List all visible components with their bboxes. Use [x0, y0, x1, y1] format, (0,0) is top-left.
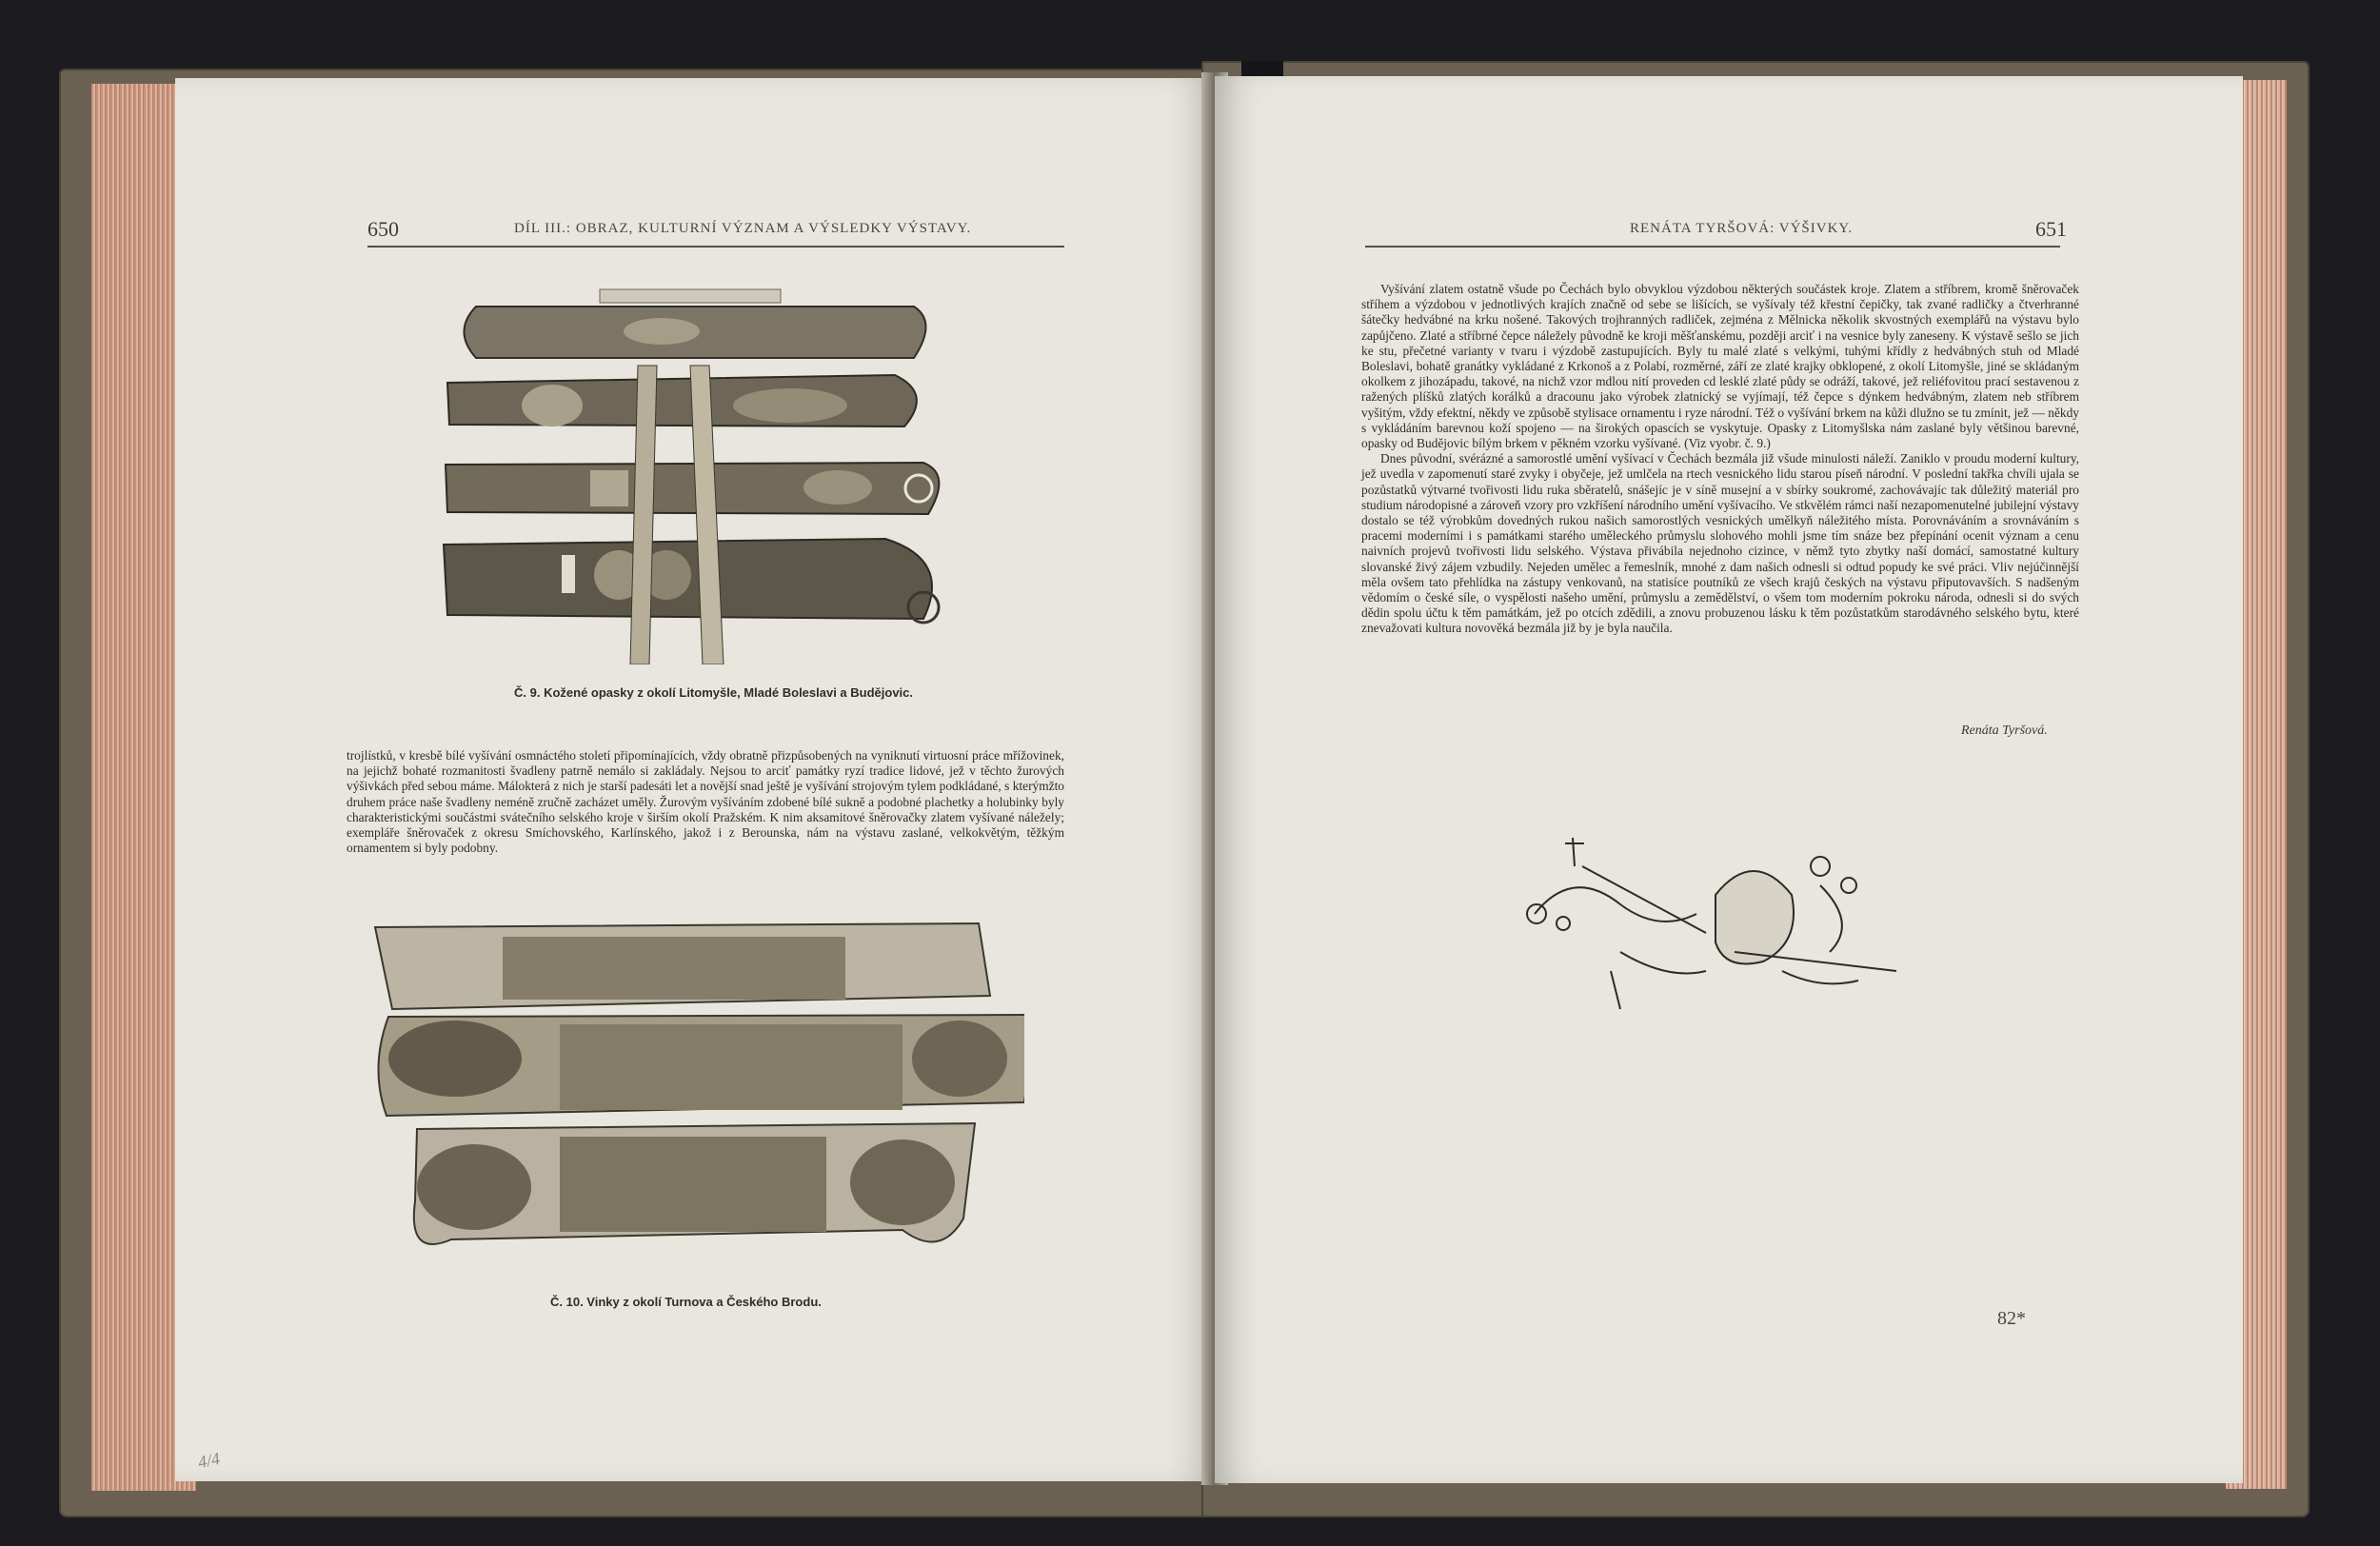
author-signature: Renáta Tyršová.	[1961, 723, 2048, 738]
right-paragraph-1: Vyšívání zlatem ostatně všude po Čechách bylo obvyklou výzdobou některých součástek kroje. Zlatem a stříbrem, kromě šněrovaček stříhem a výzdobou v jednotlivých krajích značně od sebe se lišících, se vyšívaly též křestní čepičky, tak zvané radličky a čtverhranné šátečky hedvábné na krku nošené. Takových trojhranných radliček, zejména z Mělnicka několik skvostných exemplářů na výstavu bylo zapůjčeno. Zlaté a stříbrné čepce náležely původně ke kroji měšťanskému, později arciť i na vesnice byly zaneseny. K výstavě sešlo se jich ke stu, přečetné varianty v tvaru i výzdobě zastupujících. Byly tu malé zlaté s velkými, tuhými křídly z hedvábných stuh od Mladé Boleslavi, bohatě granátky vykládané z Krkonoš a z Polabí, rozměrné, září ze zlaté krajky obklopené, z okolí Litomyšle, jiné se skládaným okolkem z jihozápadu, takové, na nichž vzor mdlou nití proveden cd lesklé zlaté půdy se odráží, takové, jež reliéfovitou prací sestavenou z ražených plíšků zlatých korálků a dracounu jako výrobek zlatnický se vyjímají, též čepce s dýnkem hedvábným, zlatem neb stříbrem vyšitým, vždy efektní, někdy ve způsobě stylisace ornamentu i ryze národní. Též o vyšívání brkem na kůži dlužno se tu zmínit, jež — někdy s vykládáním barevnou koží spojeno — na širokých opascích se vyskytuje. Opasky z Litomyšlska nám zaslané byly většinou barevné, opasky od Budějovic bílým brkem v pěkném vzorku vyšívané. (Viz vyobr. č. 9.)	[1361, 282, 2079, 451]
left-header-rule	[367, 246, 1064, 248]
right-body-text	[1361, 282, 2079, 637]
left-page-number: 650	[367, 217, 399, 241]
vignette-ornament	[1516, 828, 1915, 1019]
left-body-text	[347, 748, 1064, 856]
belts-illustration	[438, 284, 952, 664]
right-paragraph-2: Dnes původní, svérázné a samorostlé umění vyšívací v Čechách bezmála již všude minulosti náleží. Zaniklo v proudu moderní kultury, jež uvedla v zapomenutí staré zvyky i obyčeje, jež umlčela na rtech vesnického lidu starou píseň národní. V poslední takřka chvíli ujala se pozůstatků výtvarné tvořivosti lidu ruka sběratelů, snášejíc je v síně musejní a v sbírky soukromé, zachovávajíc tak důležitý materiál pro studium národopisné a zároveň vzory pro vzkříšení národního umění vyšívacího. Ve stkvělém rámci naší nezapomenutelné jubilejní výstavy dostalo se též výrobkům dovedných rukou našich samorostlých vesnických umělkyň náležitého místa. Porovnáváním a srovnáváním s pracemi moderními i s památkami starého uměleckého průmyslu slohového mohli jsme tím snáze bez přepínání ocenit význam a cenu naivních projevů tvořivosti lidu selského. Výstava přivábila nejednoho cizince, v němž tyto zbytky naší domácí, samostatné kultury slovanské živý zájem vzbudily. Nejeden umělec a řemeslník, mnohé z dam našich odnesli si odtud popudy ke své práci. Vliv nejúčinnější měla ovšem tato přehlídka na zástupy venkovanů, na statisíce poutníků ze všech krajů českých na výstavu připutovavších. S nadšeným vědomím o české síle, o vyspělosti našeho umění, průmyslu a zemědělství, o všem tom moderním pokroku národa, odnesli si do svých dědin spolu účtu k těm památkám, jež po otcích zdědili, a znovu probuzenou lásku k těm pozůstatkům starodávného selského bytu, které znevažovati kultura novověká bezmála již by je byla naučila.	[1361, 451, 2079, 636]
figure-caption-wreaths: Č. 10. Vinky z okolí Turnova a Českého Brodu.	[550, 1295, 822, 1309]
right-header-rule	[1365, 246, 2060, 248]
pencil-annotation: 4/4	[196, 1448, 222, 1473]
right-page-number: 651	[2035, 217, 2067, 241]
left-running-head: DÍL III.: OBRAZ, KULTURNÍ VÝZNAM A VÝSLEDKY VÝSTAVY.	[514, 221, 972, 236]
figure-caption-belts: Č. 9. Kožené opasky z okolí Litomyšle, Mladé Boleslavi a Budějovic.	[514, 685, 914, 700]
right-running-head: RENÁTA TYRŠOVÁ: VÝŠIVKY.	[1630, 221, 1854, 236]
wreaths-illustration	[369, 916, 1024, 1266]
sheet-number: 82*	[1997, 1308, 2026, 1329]
left-paragraph: trojlístků, v kresbě bílé vyšívání osmnáctého století připomínajících, vždy obratně přizpůsobených na vyniknutí virtuosní práce mřížovinek, na jejichž bohaté rozmanitosti švadleny patrně nemálo si zakládaly. Nejsou to arciť památky ryzí tradice lidové, jež v těchto žurových výšivkách před sebou máme. Málokterá z nich je starší padesáti let a novější snad ještě je vyšívání strojovým tylem podkládané, s kterýmžto druhem práce naše švadleny neméně zručně zacházet uměly. Žurovým vyšíváním zdobené bílé sukně a podobné plachetky a holubinky byly charakteristickými součástmi svátečního selského kroje v širším okolí Pražském. K nim aksamitové šněrovačky zlatem vyšívané náležely; exempláře šněrovaček z okresu Smíchovského, Karlínského, jakož i z Berounska, nám na výstavu zaslané, velkokvětým, těžkým ornamentem si byly podobny.	[347, 748, 1064, 856]
